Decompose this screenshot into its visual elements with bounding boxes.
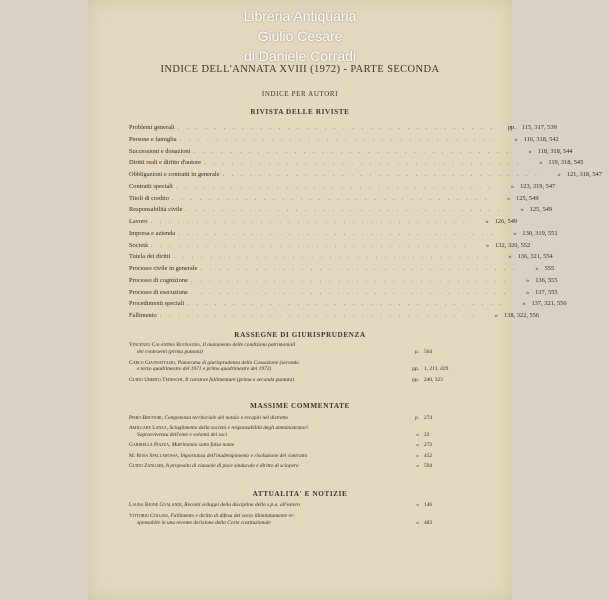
page-prefix: » bbox=[416, 519, 419, 526]
index-entry bbox=[129, 453, 464, 460]
leader-dots: . . . . . . . . . . . . . . . . . . . . . . . . . . . . . . . . . . . bbox=[190, 288, 509, 296]
entry-line bbox=[129, 442, 401, 449]
page-numbers: 137, 321, 556 bbox=[531, 300, 567, 308]
leader-dots: . . . . . . . . . . . . . . . . . . . . . . . . . . . . . . . . . . . bbox=[178, 229, 496, 237]
page-numbers: 125, 549 bbox=[516, 194, 539, 202]
toc-label: Fallimento bbox=[129, 312, 157, 319]
toc-row bbox=[129, 218, 518, 230]
toc-row bbox=[129, 135, 559, 148]
page-prefix: » bbox=[535, 265, 539, 272]
page-prefix: » bbox=[485, 241, 490, 249]
entry-text bbox=[129, 453, 401, 460]
leader-dots: . . . . . . . . . . . . . . . . . . . . . . . . . . . . . . . . . . . bbox=[177, 124, 495, 131]
page-prefix: p. bbox=[414, 415, 419, 421]
entry-line bbox=[129, 432, 401, 439]
page-number: 564 bbox=[424, 348, 433, 355]
page-numbers: 136, 555 bbox=[535, 276, 558, 284]
entry-author: Amilcare Lanza, bbox=[129, 425, 168, 432]
toc-label: Processo di esecuzione bbox=[129, 288, 188, 296]
entry-line bbox=[129, 463, 401, 470]
leader-dots: . . . . . . . . . . . . . . . . . . . . . . . . . . . . . . . . . . . bbox=[204, 159, 522, 167]
leader-dots: . . . . . . . . . . . . . . . . . . . . . . . . . . . . . . . . . . . bbox=[175, 182, 494, 190]
entry-author: M. Rosa Spallarossa, bbox=[129, 452, 180, 459]
leader-dots: . . . . . . . . . . . . . . . . . . . . . . . . . . . . . . . . . . . bbox=[173, 253, 491, 261]
index-entry bbox=[129, 425, 464, 439]
page-prefix: pp. bbox=[412, 366, 419, 373]
toc-label: Tutela dei diritti bbox=[129, 253, 171, 261]
watermark-line: di Daniele Corradi bbox=[243, 48, 357, 64]
toc-label: Titoli di credito bbox=[129, 194, 169, 202]
entry-text bbox=[129, 513, 401, 527]
toc-row bbox=[129, 206, 553, 218]
page-numbers: 132, 320, 552 bbox=[495, 241, 531, 249]
entry-text bbox=[129, 463, 401, 470]
page-number: 1, 213, 429 bbox=[424, 366, 449, 373]
toc-label: Obbligazioni e contratti in generale bbox=[129, 171, 220, 178]
page-numbers: 136, 321, 554 bbox=[517, 253, 553, 261]
toc-label: Lavoro bbox=[129, 218, 148, 225]
index-entry bbox=[129, 513, 464, 527]
page-number: 22 bbox=[424, 432, 430, 439]
page-number: 272 bbox=[424, 442, 433, 449]
toc-row bbox=[129, 276, 558, 289]
entry-title-line: Recenti sviluppi della disciplina della s.p.a. all'estero bbox=[184, 502, 300, 508]
page-prefix: » bbox=[510, 182, 515, 190]
page-prefix: » bbox=[557, 171, 561, 178]
toc-label: Procedimenti speciali bbox=[129, 300, 185, 308]
index-entry bbox=[129, 377, 464, 384]
entry-title-line: sponsabile in una recente decisione della Corte costituzionale bbox=[137, 519, 271, 526]
massime-list bbox=[129, 415, 464, 473]
watermark bbox=[88, 6, 512, 66]
leader-dots: . . . . . . . . . . . . . . . . . . . . . . . . . . . . . . . . . . . bbox=[190, 276, 509, 284]
entry-line bbox=[129, 520, 401, 527]
toc-row bbox=[129, 171, 602, 183]
page-prefix: » bbox=[485, 218, 489, 225]
leader-dots: . . . . . . . . . . . . . . . . . . . . . . . . . . . . . . . . . . . bbox=[185, 206, 503, 214]
entry-author: Piero Brunori, bbox=[129, 415, 163, 421]
index-entry bbox=[129, 442, 464, 449]
entry-title-line: Matrimonio sotto falso nome bbox=[171, 442, 235, 449]
page-prefix: pp. bbox=[507, 124, 516, 131]
page-prefix: » bbox=[528, 147, 532, 155]
leader-dots: . . . . . . . . . . . . . . . . . . . . . . . . . . . . . . . . . . . bbox=[159, 312, 477, 319]
toc-label: Società bbox=[129, 241, 148, 249]
page-prefix: » bbox=[494, 312, 498, 319]
entry-title-line: A proposito di clausole di pace sindacale e diritto di sciopero bbox=[165, 462, 299, 469]
leader-dots: . . . . . . . . . . . . . . . . . . . . . . . . . . . . . . . . . . . bbox=[200, 265, 518, 272]
page-prefix: » bbox=[520, 206, 524, 214]
toc-row bbox=[129, 159, 584, 171]
index-entry bbox=[129, 342, 464, 356]
entry-line bbox=[129, 415, 401, 422]
entry-author: Vincenzo Calandra Buonaura, bbox=[129, 342, 202, 348]
section-heading-rivista: RIVISTA DELLE RIVISTE bbox=[250, 108, 350, 116]
entry-text bbox=[129, 425, 401, 439]
page-prefix: » bbox=[513, 229, 517, 237]
entry-text bbox=[129, 377, 401, 384]
toc-label: Responsabilità civile bbox=[129, 206, 183, 214]
page-numbers: 116, 318, 542 bbox=[523, 135, 559, 143]
leader-dots: . . . . . . . . . . . . . . . . . . . . . . . . . . . . . . . . . . . bbox=[179, 135, 497, 143]
toc-label: Processo di cognizione bbox=[129, 276, 188, 284]
entry-text bbox=[129, 342, 401, 356]
leader-dots: . . . . . . . . . . . . . . . . . . . . . . . . . . . . . . . . . . . bbox=[150, 241, 469, 249]
entry-title-line: Panorama di giurisprudenza della Cassazione (secondo bbox=[177, 359, 299, 366]
page-numbers: 125, 549 bbox=[529, 206, 553, 214]
watermark-line: Giulio Cesare bbox=[257, 28, 343, 44]
toc-row bbox=[129, 253, 553, 265]
page-number: 240, 323 bbox=[424, 377, 443, 384]
entry-title-line: Il curatore fallimentare (prima e seconda puntata) bbox=[185, 377, 294, 384]
entry-author: Guido Uberto Tedeschi, bbox=[129, 377, 184, 384]
page-numbers: 118, 318, 544 bbox=[537, 147, 573, 155]
entry-author: Gabriella Piazza, bbox=[129, 442, 171, 449]
entry-title-line: Scioglimento della società e responsabilità degli amministratori. bbox=[169, 425, 310, 432]
toc-label: Impresa e azienda bbox=[129, 229, 176, 237]
entry-title-line: Importanza dell'inadempimento e risoluzione del contratto bbox=[180, 452, 308, 459]
entry-text bbox=[129, 442, 401, 449]
page-number: 452 bbox=[424, 452, 433, 459]
toc-row bbox=[129, 229, 558, 242]
page-prefix: » bbox=[522, 300, 526, 308]
entry-line bbox=[129, 342, 401, 349]
toc-label: Problemi generali bbox=[129, 124, 175, 131]
page-prefix: » bbox=[508, 253, 512, 261]
page-number: 483 bbox=[424, 519, 433, 526]
index-entry bbox=[129, 502, 464, 509]
entry-author: Vittorio Colussi, bbox=[129, 512, 170, 519]
rassegne-list bbox=[129, 342, 464, 388]
entry-text bbox=[129, 502, 401, 509]
entry-line bbox=[129, 377, 401, 384]
entry-line bbox=[129, 366, 401, 373]
page-prefix: » bbox=[416, 502, 419, 508]
page-numbers: 119, 318, 545 bbox=[548, 159, 584, 167]
page-prefix: » bbox=[514, 135, 518, 143]
page-prefix: » bbox=[525, 276, 530, 284]
toc-row bbox=[129, 182, 556, 195]
toc-row bbox=[129, 124, 557, 136]
page-title: INDICE DELL'ANNATA XVIII (1972) - PARTE SECONDA bbox=[160, 64, 440, 75]
page-prefix: pp. bbox=[412, 377, 419, 384]
toc-label: Contratti speciali bbox=[129, 182, 173, 190]
page-numbers: 115, 317, 539 bbox=[521, 124, 557, 131]
entry-author: Laura Bione Gualandi, bbox=[129, 502, 183, 508]
toc-row bbox=[129, 194, 539, 207]
entry-title-line: e terzo quadrimestre del 1971 e primo quadrimestre del 1972) bbox=[137, 366, 272, 373]
section-heading-rassegne: RASSEGNE DI GIURISPRUDENZA bbox=[234, 331, 366, 339]
page-prefix: » bbox=[506, 194, 511, 202]
watermark-line: Libreria Antiquaria bbox=[243, 8, 357, 24]
toc-row bbox=[129, 241, 531, 254]
toc-row bbox=[129, 288, 558, 301]
leader-dots: . . . . . . . . . . . . . . . . . . . . . . . . . . . . . . . . . . . bbox=[193, 147, 511, 155]
page-prefix: p. bbox=[414, 348, 419, 355]
page-numbers: 123, 319, 547 bbox=[520, 182, 556, 190]
page-numbers: 138, 322, 556 bbox=[503, 312, 540, 319]
entry-author: Carlo Giannattasio, bbox=[129, 359, 177, 366]
page-numbers: 137, 555 bbox=[535, 288, 558, 296]
leader-dots: . . . . . . . . . . . . . . . . . . . . . . . . . . . . . . . . . . . bbox=[171, 194, 490, 202]
entry-line bbox=[129, 513, 401, 520]
toc-row bbox=[129, 300, 567, 312]
page-prefix: » bbox=[416, 432, 419, 439]
page-numbers: 555 bbox=[544, 265, 555, 272]
subtitle: INDICE PER AUTORI bbox=[261, 90, 339, 98]
page-numbers: 130, 319, 551 bbox=[522, 229, 558, 237]
entry-line bbox=[129, 502, 401, 509]
entry-text bbox=[129, 415, 401, 422]
page-prefix: » bbox=[416, 462, 419, 469]
index-entry bbox=[129, 463, 464, 470]
entry-title-line: Sopravvivenza dell'ente e volontà dei soci bbox=[137, 432, 228, 439]
attualita-list bbox=[129, 502, 464, 530]
entry-line bbox=[129, 349, 401, 356]
page-prefix: » bbox=[539, 159, 543, 167]
section-heading-attualita: ATTUALITA' E NOTIZIE bbox=[252, 490, 348, 498]
entry-line bbox=[129, 453, 401, 460]
toc-label: Successioni e donazioni bbox=[129, 147, 191, 155]
toc-row bbox=[129, 265, 555, 277]
page-prefix: » bbox=[416, 442, 419, 449]
entry-text bbox=[129, 360, 401, 374]
entry-title-line: dei contraenti (prima puntata) bbox=[137, 348, 203, 355]
page-prefix: » bbox=[416, 452, 419, 459]
index-entry bbox=[129, 415, 464, 422]
page-prefix: » bbox=[525, 288, 530, 296]
toc-row bbox=[129, 147, 573, 160]
toc-label: Processo civile in generale bbox=[129, 265, 198, 272]
page-numbers: 126, 549 bbox=[494, 218, 518, 225]
entry-line bbox=[129, 425, 401, 432]
leader-dots: . . . . . . . . . . . . . . . . . . . . . . . . . . . . . . . . . . . bbox=[150, 218, 468, 225]
toc-row bbox=[129, 312, 540, 324]
rivista-index bbox=[129, 124, 602, 324]
entry-author: Guido Zangari, bbox=[129, 462, 165, 469]
entry-title-line: Fallimento e diritto di difesa del socio illimitatamente re- bbox=[170, 512, 295, 519]
leader-dots: . . . . . . . . . . . . . . . . . . . . . . . . . . . . . . . . . . . bbox=[222, 171, 540, 178]
entry-title-line: Competenza territoriale del notaio e recapiti nel distretto bbox=[164, 415, 289, 421]
toc-label: Persone e famiglia bbox=[129, 135, 177, 143]
page-number: 146 bbox=[424, 502, 433, 508]
entry-title-line: Il mutamento delle condizioni patrimoniali bbox=[202, 342, 296, 348]
page-number: 594 bbox=[424, 462, 433, 469]
page-number: 274 bbox=[424, 415, 433, 421]
leader-dots: . . . . . . . . . . . . . . . . . . . . . . . . . . . . . . . . . . . bbox=[187, 300, 505, 308]
index-entry bbox=[129, 360, 464, 374]
toc-label: Diritti reali e diritto d'autore bbox=[129, 159, 202, 167]
section-heading-massime: MASSIME COMMENTATE bbox=[250, 402, 350, 410]
page-numbers: 121, 318, 547 bbox=[566, 171, 602, 178]
